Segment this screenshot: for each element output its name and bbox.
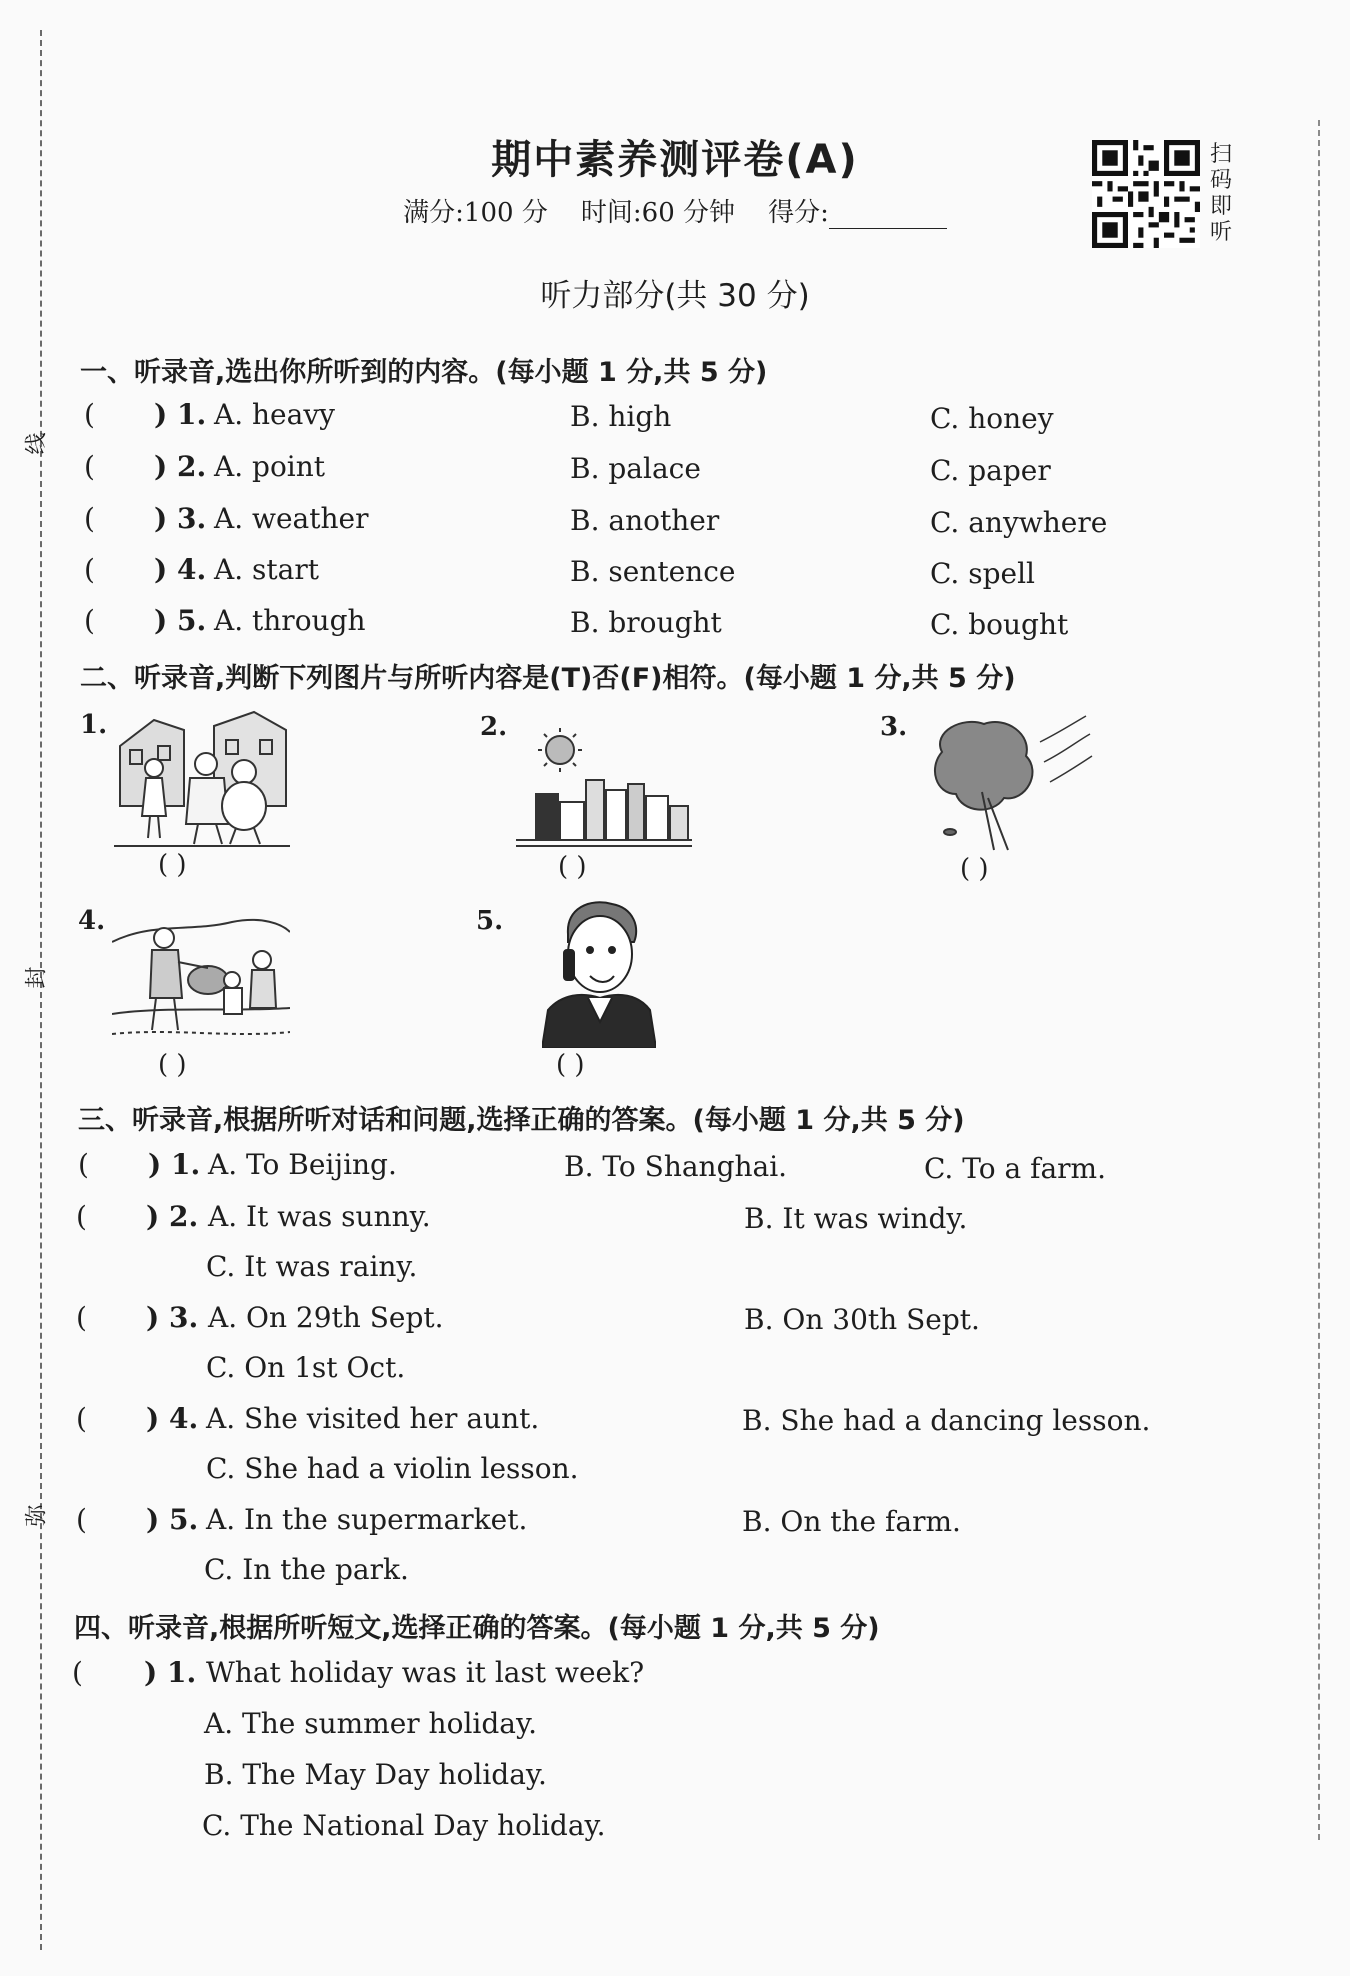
- question-number: ) 4.: [146, 1402, 199, 1435]
- option-c: C. In the park.: [204, 1553, 409, 1586]
- option-c: C. paper: [930, 454, 1051, 487]
- picture-number: 2.: [480, 712, 508, 742]
- option-a: A. In the supermarket.: [206, 1503, 528, 1536]
- option-b: B. The May Day holiday.: [204, 1758, 547, 1791]
- option-a: A. She visited her aunt.: [206, 1402, 540, 1435]
- option-c: C. She had a violin lesson.: [206, 1452, 579, 1485]
- question-number: ) 1.: [144, 1656, 197, 1689]
- option-a: A. The summer holiday.: [204, 1707, 537, 1740]
- option-b: B. She had a dancing lesson.: [742, 1404, 1151, 1437]
- answer-open-paren[interactable]: (: [84, 553, 95, 586]
- margin-char-line: 线: [24, 432, 50, 455]
- question-number: ) 3.: [154, 502, 207, 535]
- option-c: C. On 1st Oct.: [206, 1351, 406, 1384]
- answer-open-paren[interactable]: (: [84, 502, 95, 535]
- full-score: 满分:100 分: [403, 198, 548, 228]
- picture-number: 3.: [880, 712, 908, 742]
- answer-blank[interactable]: ( ): [158, 850, 187, 880]
- section2-heading: 二、听录音,判断下列图片与所听内容是(T)否(F)相符。(每小题 1 分,共 5 分): [80, 663, 1016, 694]
- question-number: ) 5.: [154, 604, 207, 637]
- margin-char-seal2: 弥: [24, 1504, 50, 1527]
- sunny-city-picture: [514, 722, 694, 852]
- option-b: B. another: [570, 504, 720, 537]
- question-number: ) 1.: [148, 1148, 201, 1181]
- option-c: C. bought: [930, 608, 1069, 641]
- margin-char-seal: 封: [24, 966, 50, 989]
- binding-dashed-line: [40, 30, 42, 1950]
- score-blank[interactable]: [829, 204, 947, 229]
- option-b: B. It was windy.: [744, 1202, 968, 1235]
- answer-open-paren[interactable]: (: [78, 1148, 89, 1181]
- option-c: C. spell: [930, 557, 1035, 590]
- section4-heading: 四、听录音,根据所听短文,选择正确的答案。(每小题 1 分,共 5 分): [74, 1613, 880, 1644]
- option-c: C. To a farm.: [924, 1152, 1106, 1185]
- right-dashed-line: [1318, 120, 1320, 1840]
- option-b: B. On 30th Sept.: [744, 1303, 980, 1336]
- option-a: A. To Beijing.: [208, 1148, 397, 1181]
- picture-number: 1.: [80, 710, 108, 740]
- question-number: ) 5.: [146, 1503, 199, 1536]
- windy-tree-picture: [922, 712, 1094, 852]
- option-a: A. On 29th Sept.: [208, 1301, 444, 1334]
- answer-open-paren[interactable]: (: [76, 1402, 87, 1435]
- option-a: A. heavy: [214, 398, 335, 431]
- answer-blank[interactable]: ( ): [558, 852, 587, 882]
- qr-label: 扫码即听: [1210, 142, 1233, 245]
- listening-part-title: 听力部分(共 30 分): [540, 278, 810, 314]
- picture-number: 4.: [78, 906, 106, 936]
- answer-open-paren[interactable]: (: [84, 604, 95, 637]
- answer-open-paren[interactable]: (: [76, 1301, 87, 1334]
- option-a: A. start: [214, 553, 319, 586]
- option-b: B. To Shanghai.: [564, 1150, 788, 1183]
- option-c: C. The National Day holiday.: [202, 1809, 606, 1842]
- section1-heading: 一、听录音,选出你所听到的内容。(每小题 1 分,共 5 分): [80, 357, 768, 388]
- option-b: B. brought: [570, 606, 722, 639]
- man-on-phone-picture: [542, 898, 656, 1048]
- answer-open-paren[interactable]: (: [84, 450, 95, 483]
- answer-open-paren[interactable]: (: [72, 1656, 83, 1689]
- page-title: 期中素养测评卷(A): [491, 137, 859, 183]
- option-a: A. point: [214, 450, 326, 483]
- answer-open-paren[interactable]: (: [84, 398, 95, 431]
- option-b: B. On the farm.: [742, 1505, 961, 1538]
- score-label: 得分:: [768, 198, 829, 228]
- option-c: C. honey: [930, 402, 1054, 435]
- question-number: ) 3.: [146, 1301, 199, 1334]
- family-walking-street-picture: [114, 706, 290, 848]
- option-b: B. high: [570, 400, 672, 433]
- answer-open-paren[interactable]: (: [76, 1503, 87, 1536]
- option-b: B. sentence: [570, 555, 736, 588]
- section3-heading: 三、听录音,根据所听对话和问题,选择正确的答案。(每小题 1 分,共 5 分): [78, 1105, 965, 1136]
- answer-open-paren[interactable]: (: [76, 1200, 87, 1233]
- time-limit: 时间:60 分钟: [580, 198, 735, 228]
- qr-code-icon[interactable]: [1092, 140, 1200, 248]
- question-number: ) 1.: [154, 398, 207, 431]
- question-text: What holiday was it last week?: [206, 1656, 645, 1689]
- option-c: C. anywhere: [930, 506, 1108, 539]
- answer-blank[interactable]: ( ): [960, 854, 989, 884]
- picture-number: 5.: [476, 906, 504, 936]
- answer-blank[interactable]: ( ): [556, 1050, 585, 1080]
- question-number: ) 4.: [154, 553, 207, 586]
- question-number: ) 2.: [154, 450, 207, 483]
- option-b: B. palace: [570, 452, 701, 485]
- option-a: A. It was sunny.: [208, 1200, 431, 1233]
- answer-blank[interactable]: ( ): [158, 1050, 187, 1080]
- option-a: A. weather: [214, 502, 369, 535]
- option-c: C. It was rainy.: [206, 1250, 418, 1283]
- option-a: A. through: [214, 604, 366, 637]
- question-number: ) 2.: [146, 1200, 199, 1233]
- fishing-family-picture: [112, 902, 290, 1048]
